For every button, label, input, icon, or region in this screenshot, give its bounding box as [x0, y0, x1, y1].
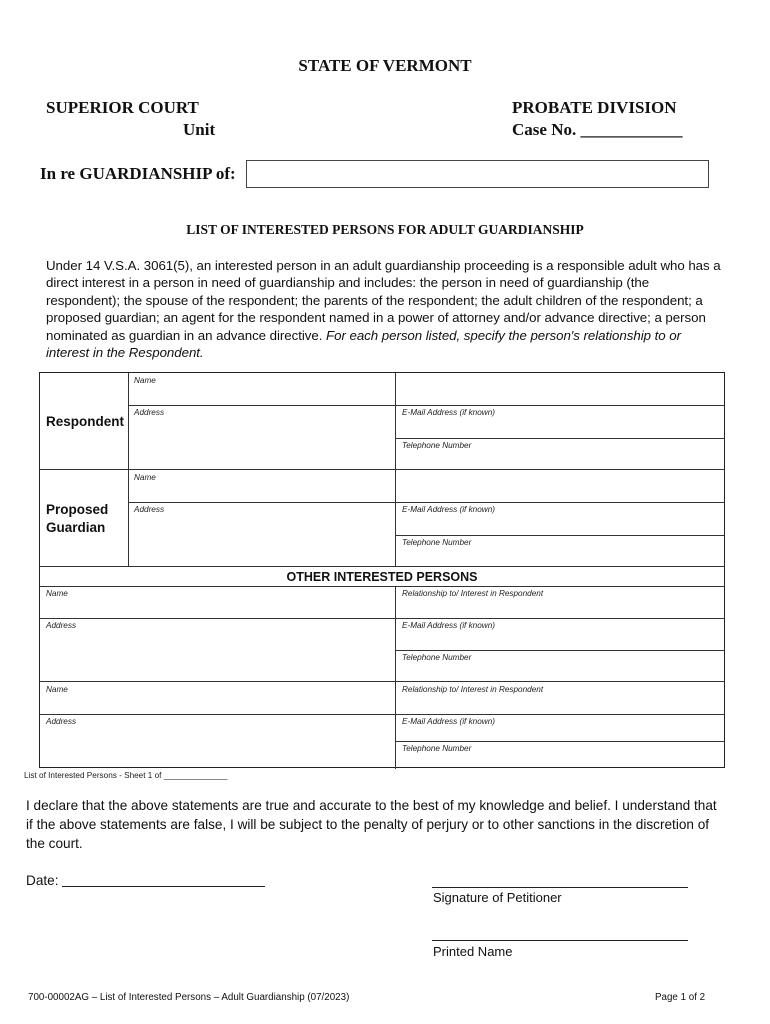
date-label: Date:	[26, 873, 59, 888]
other-persons-heading: OTHER INTERESTED PERSONS	[286, 570, 478, 584]
other-2-address-field[interactable]: Address	[46, 717, 77, 726]
other-1-email-field[interactable]: E-Mail Address (if known)	[402, 621, 495, 630]
date-field[interactable]	[62, 886, 265, 887]
guardian-label: Proposed Guardian	[46, 502, 109, 535]
rule	[128, 405, 724, 406]
declaration-text: I declare that the above statements are true and accurate to the best of my knowledge and belief. I understand that if the above statements are false, I will be subject to the penalty of perjury or to other sanctions in the discretion of the court.	[26, 798, 717, 851]
rule	[128, 502, 724, 503]
other-2-phone-field[interactable]: Telephone Number	[402, 744, 472, 753]
other-2-relationship-field[interactable]: Relationship to/ Interest in Respondent	[402, 685, 544, 694]
page-number: Page 1 of 2	[655, 992, 706, 1003]
guardian-email-field[interactable]: E-Mail Address (if known)	[402, 505, 495, 514]
sheet-counter: List of Interested Persons - Sheet 1 of ______________	[24, 771, 228, 780]
rule	[395, 535, 724, 536]
guardian-name-field[interactable]: Name	[134, 473, 156, 482]
guardian-phone-field[interactable]: Telephone Number	[402, 538, 472, 547]
case-number-field[interactable]: Case No. ____________	[512, 120, 683, 139]
respondent-address-field[interactable]: Address	[134, 408, 165, 417]
respondent-name-field[interactable]: Name	[134, 376, 156, 385]
guardian-address-field[interactable]: Address	[134, 505, 165, 514]
other-1-phone-field[interactable]: Telephone Number	[402, 653, 472, 662]
in-re-input[interactable]	[246, 160, 709, 188]
rule	[40, 469, 724, 470]
rule	[40, 566, 724, 567]
rule	[40, 714, 724, 715]
rule	[40, 586, 724, 587]
rule	[395, 586, 396, 769]
unit-label: Unit	[183, 120, 216, 139]
other-1-relationship-field[interactable]: Relationship to/ Interest in Respondent	[402, 589, 544, 598]
other-2-email-field[interactable]: E-Mail Address (if known)	[402, 717, 495, 726]
intro-italic: For each person listed, specify the person's relationship to or interest in the Respondent.	[46, 327, 681, 361]
rule	[395, 650, 724, 651]
other-1-name-field[interactable]: Name	[46, 589, 68, 598]
rule	[40, 681, 724, 682]
form-title: LIST OF INTERESTED PERSONS FOR ADULT GUARDIANSHIP	[186, 222, 584, 237]
other-1-address-field[interactable]: Address	[46, 621, 77, 630]
signature-field[interactable]	[432, 887, 688, 888]
intro-text: Under 14 V.S.A. 3061(5), an interested person in an adult guardianship proceeding is a responsible adult who has a direct interest in a person in need of guardianship and includes: the person in need of guardianship (the respondent); the spouse of the respondent; the parents of the respondent; the adult children of the respondent; a proposed guardian; an agent for the respondent named in a power of attorney and/or advance directive; a person nominated as guardian in an advance directive.	[46, 258, 721, 343]
rule	[395, 741, 724, 742]
respondent-label: Respondent	[46, 414, 125, 429]
division-name: PROBATE DIVISION	[512, 98, 677, 117]
court-name: SUPERIOR COURT	[46, 98, 199, 117]
interested-persons-table	[39, 372, 725, 768]
in-re-label: In re GUARDIANSHIP of:	[40, 164, 236, 183]
rule	[128, 373, 129, 566]
respondent-phone-field[interactable]: Telephone Number	[402, 441, 472, 450]
signature-label: Signature of Petitioner	[433, 890, 562, 905]
rule	[395, 373, 396, 566]
intro-paragraph	[46, 257, 722, 361]
rule	[395, 438, 724, 439]
other-2-name-field[interactable]: Name	[46, 685, 68, 694]
state-title: STATE OF VERMONT	[298, 56, 472, 75]
rule	[40, 618, 724, 619]
printed-name-label: Printed Name	[433, 944, 513, 959]
respondent-email-field[interactable]: E-Mail Address (if known)	[402, 408, 495, 417]
printed-name-field[interactable]	[432, 940, 688, 941]
form-id: 700-00002AG – List of Interested Persons – Adult Guardianship (07/2023)	[28, 992, 350, 1003]
